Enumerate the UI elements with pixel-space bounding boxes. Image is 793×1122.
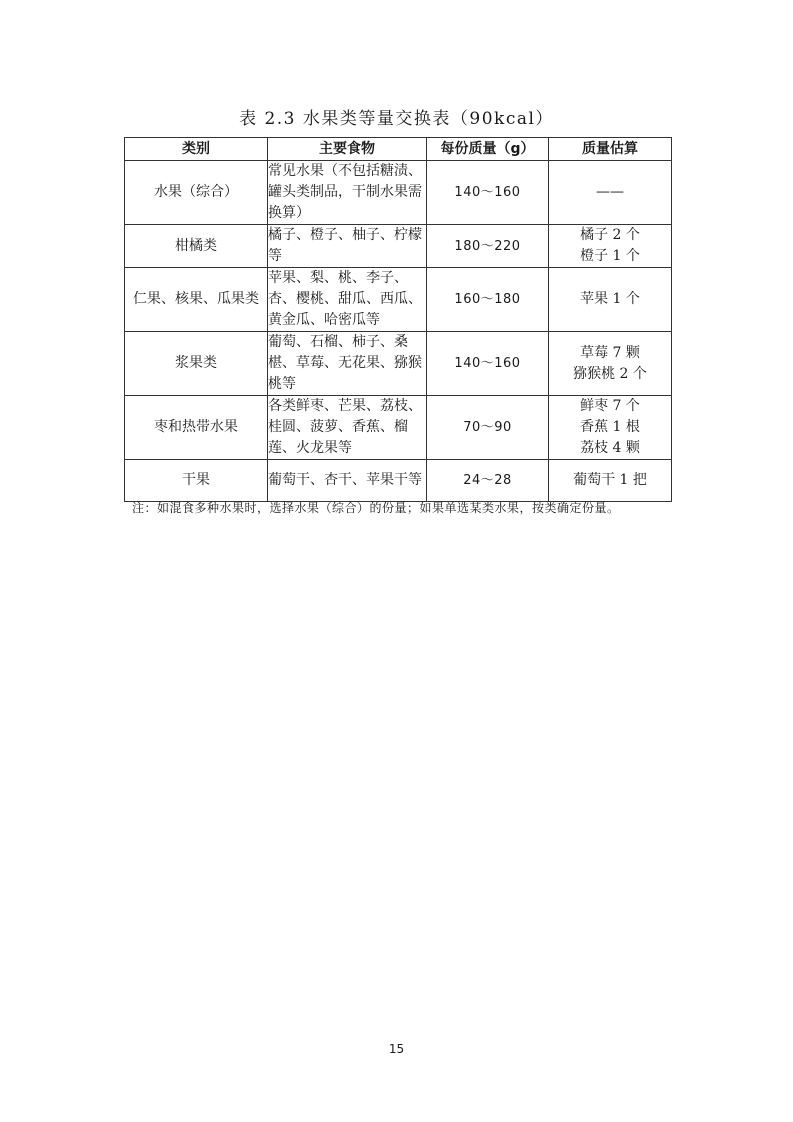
- table-header-row: [125, 138, 672, 161]
- row-mass: 140～160: [427, 161, 549, 225]
- estimate-line: 橙子 1 个: [580, 248, 640, 264]
- table-row: [125, 161, 672, 225]
- fruit-exchange-table: [124, 137, 672, 502]
- row-foods: 葡萄、石榴、柿子、桑椹、草莓、无花果、猕猴桃等: [268, 332, 427, 396]
- row-category: 枣和热带水果: [125, 396, 268, 460]
- table-row: [125, 268, 672, 332]
- estimate-line: 橘子 2 个: [580, 227, 640, 243]
- row-estimate: [549, 396, 672, 460]
- table-caption: 表 2.3 水果类等量交换表（90kcal）: [239, 109, 554, 129]
- estimate-line: 草莓 7 颗: [580, 344, 640, 361]
- row-category: 柑橘类: [125, 225, 268, 268]
- table-row: [125, 225, 672, 268]
- row-mass: 140～160: [427, 332, 549, 396]
- table-row: [125, 396, 672, 460]
- page-number: 15: [388, 1042, 405, 1056]
- estimate-line: 鲜枣 7 个: [580, 398, 640, 414]
- table-note: 注：如混食多种水果时，选择水果（综合）的份量；如果单选某类水果，按类确定份量。: [132, 501, 620, 515]
- row-mass: 160～180: [427, 268, 549, 332]
- row-mass: 70～90: [427, 396, 549, 460]
- estimate-line: 葡萄干 1 把: [573, 472, 647, 488]
- row-estimate: [549, 268, 672, 332]
- row-mass: 180～220: [427, 225, 549, 268]
- row-estimate: [549, 225, 672, 268]
- row-estimate: [549, 161, 672, 225]
- row-estimate: [549, 332, 672, 396]
- estimate-line: 香蕉 1 根: [580, 419, 640, 435]
- row-foods: 各类鲜枣、芒果、荔枝、桂圆、菠萝、香蕉、榴莲、火龙果等: [268, 396, 427, 460]
- row-foods: 葡萄干、杏干、苹果干等: [268, 460, 427, 502]
- row-category: 仁果、核果、瓜果类: [125, 268, 268, 332]
- row-foods: 常见水果（不包括糖渍、罐头类制品，干制水果需换算）: [268, 161, 427, 225]
- header-estimate: 质量估算: [549, 138, 672, 161]
- table-row: [125, 332, 672, 396]
- row-category: 浆果类: [125, 332, 268, 396]
- header-foods: 主要食物: [268, 138, 427, 161]
- estimate-line: 猕猴桃 2 个: [573, 365, 647, 382]
- row-estimate: [549, 460, 672, 502]
- table-row: [125, 460, 672, 502]
- estimate-line: 荔枝 4 颗: [580, 440, 640, 456]
- row-foods: 橘子、橙子、柚子、柠檬等: [268, 225, 427, 268]
- row-category: 干果: [125, 460, 268, 502]
- estimate-line: ——: [596, 184, 624, 200]
- row-category: 水果（综合）: [125, 161, 268, 225]
- estimate-line: 苹果 1 个: [580, 291, 640, 307]
- row-mass: 24～28: [427, 460, 549, 502]
- row-foods: 苹果、梨、桃、李子、杏、樱桃、甜瓜、西瓜、黄金瓜、哈密瓜等: [268, 268, 427, 332]
- header-mass: 每份质量（g）: [427, 138, 549, 161]
- header-category: 类别: [125, 138, 268, 161]
